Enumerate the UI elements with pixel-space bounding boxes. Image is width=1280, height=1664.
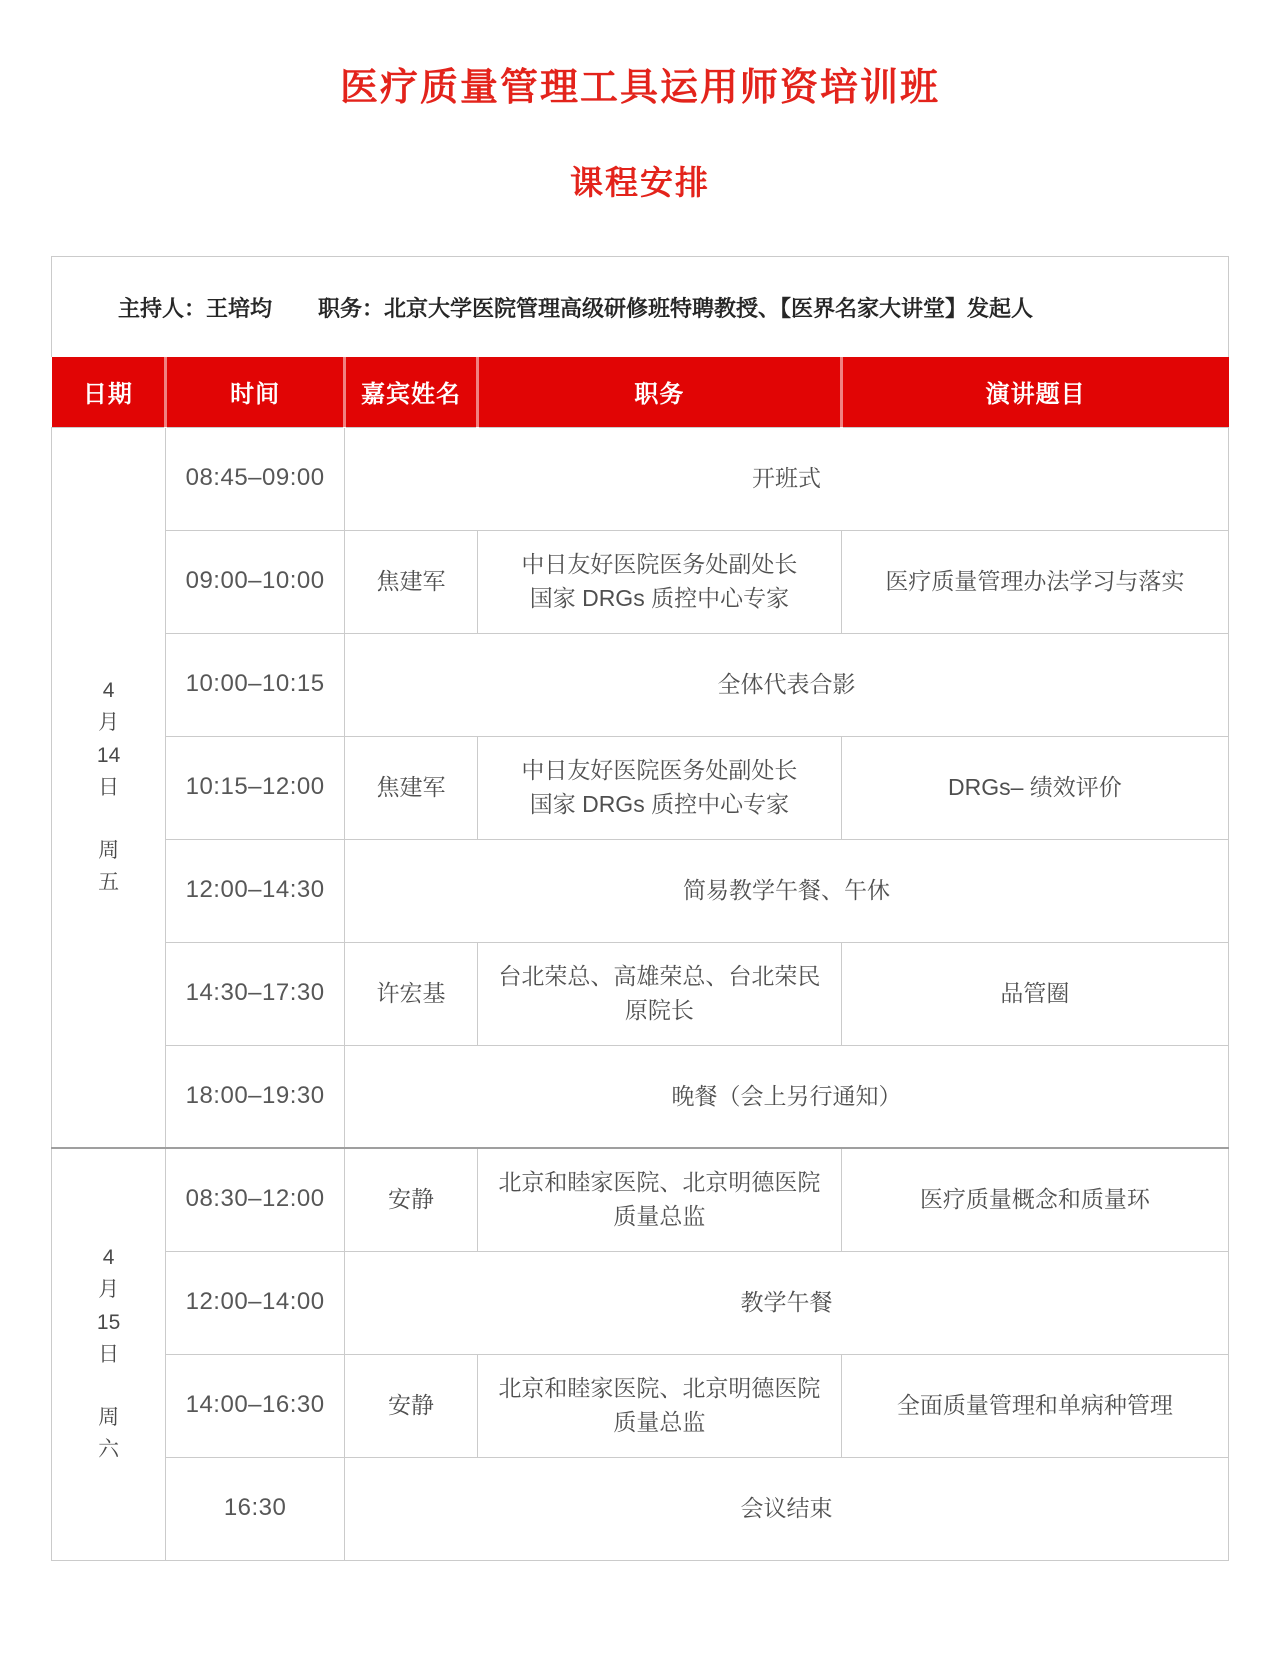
topic-cell: 全面质量管理和单病种管理 xyxy=(841,1354,1228,1457)
role-line: 中日友好医院医务处副处长 xyxy=(521,757,798,784)
weekday-text xyxy=(62,835,155,900)
time-cell: 08:30–12:00 xyxy=(166,1148,345,1251)
date-cell-apr15 xyxy=(52,1148,166,1560)
role-cell xyxy=(478,1148,842,1251)
date-char: 14 xyxy=(96,743,121,767)
date-char: 4 xyxy=(102,678,115,702)
topic-cell: DRGs– 绩效评价 xyxy=(841,736,1228,839)
role-line: 国家 DRGs 质控中心专家 xyxy=(529,584,790,611)
table-row xyxy=(52,1148,1229,1251)
guest-cell: 安静 xyxy=(345,1148,478,1251)
merged-activity-cell: 简易教学午餐、午休 xyxy=(345,839,1229,942)
role-line: 原院长 xyxy=(624,996,694,1023)
role-line: 质量总监 xyxy=(613,1408,706,1435)
time-cell: 16:30 xyxy=(166,1457,345,1560)
role-line: 北京和睦家医院、北京明德医院 xyxy=(498,1169,821,1196)
time-cell: 14:00–16:30 xyxy=(166,1354,345,1457)
date-text xyxy=(62,1242,155,1372)
role-line: 国家 DRGs 质控中心专家 xyxy=(529,790,790,817)
date-char: 日 xyxy=(98,776,120,800)
role-cell xyxy=(478,942,842,1045)
role-line: 质量总监 xyxy=(613,1202,706,1229)
schedule-table xyxy=(51,357,1229,1561)
guest-cell: 许宏基 xyxy=(345,942,478,1045)
table-row xyxy=(52,530,1229,633)
schedule-card xyxy=(51,256,1229,1561)
role-cell xyxy=(478,1354,842,1457)
date-cell-apr14 xyxy=(52,427,166,1148)
date-char: 月 xyxy=(98,1278,120,1302)
table-header-row xyxy=(52,357,1229,427)
page-subtitle: 课程安排 xyxy=(570,164,710,201)
time-cell: 14:30–17:30 xyxy=(166,942,345,1045)
table-row xyxy=(52,1251,1229,1354)
table-row xyxy=(52,427,1229,530)
guest-cell: 安静 xyxy=(345,1354,478,1457)
host-role-label: 职务：北京大学医院管理高级研修班特聘教授、【医界名家大讲堂】发起人 xyxy=(318,295,1034,321)
date-char: 月 xyxy=(98,711,120,735)
table-row xyxy=(52,1045,1229,1148)
topic-cell: 医疗质量管理办法学习与落实 xyxy=(841,530,1228,633)
time-cell: 10:00–10:15 xyxy=(166,633,345,736)
host-name-label: 主持人：王培均 xyxy=(118,295,273,321)
column-header-topic: 演讲题目 xyxy=(841,357,1228,427)
table-row xyxy=(52,1457,1229,1560)
merged-activity-cell: 全体代表合影 xyxy=(345,633,1229,736)
table-row xyxy=(52,633,1229,736)
column-header-role: 职务 xyxy=(478,357,842,427)
table-row xyxy=(52,942,1229,1045)
role-line: 北京和睦家医院、北京明德医院 xyxy=(498,1375,821,1402)
merged-activity-cell: 开班式 xyxy=(345,427,1229,530)
topic-cell: 品管圈 xyxy=(841,942,1228,1045)
date-char: 日 xyxy=(98,1343,120,1367)
table-row xyxy=(52,839,1229,942)
time-cell: 18:00–19:30 xyxy=(166,1045,345,1148)
weekday-char: 五 xyxy=(98,871,120,895)
date-text xyxy=(62,675,155,805)
table-row xyxy=(52,1354,1229,1457)
weekday-text xyxy=(62,1402,155,1467)
column-header-time: 时间 xyxy=(166,357,345,427)
topic-cell: 医疗质量概念和质量环 xyxy=(841,1148,1228,1251)
guest-cell: 焦建军 xyxy=(345,530,478,633)
column-header-guest: 嘉宾姓名 xyxy=(345,357,478,427)
weekday-char: 六 xyxy=(98,1438,120,1462)
merged-activity-cell: 会议结束 xyxy=(345,1457,1229,1560)
merged-activity-cell: 晚餐（会上另行通知） xyxy=(345,1045,1229,1148)
time-cell: 12:00–14:00 xyxy=(166,1251,345,1354)
guest-cell: 焦建军 xyxy=(345,736,478,839)
time-cell: 10:15–12:00 xyxy=(166,736,345,839)
role-line: 中日友好医院医务处副处长 xyxy=(521,551,798,578)
role-cell xyxy=(478,530,842,633)
merged-activity-cell: 教学午餐 xyxy=(345,1251,1229,1354)
date-char: 4 xyxy=(102,1245,115,1269)
host-row xyxy=(51,256,1229,357)
date-char: 15 xyxy=(96,1310,121,1334)
time-cell: 09:00–10:00 xyxy=(166,530,345,633)
weekday-char: 周 xyxy=(98,1405,120,1429)
role-line: 台北荣总、高雄荣总、台北荣民 xyxy=(498,963,821,990)
time-cell: 12:00–14:30 xyxy=(166,839,345,942)
column-header-date: 日期 xyxy=(52,357,166,427)
weekday-char: 周 xyxy=(98,838,120,862)
role-cell xyxy=(478,736,842,839)
table-row xyxy=(52,736,1229,839)
time-cell: 08:45–09:00 xyxy=(166,427,345,530)
page-title: 医疗质量管理工具运用师资培训班 xyxy=(339,67,940,109)
